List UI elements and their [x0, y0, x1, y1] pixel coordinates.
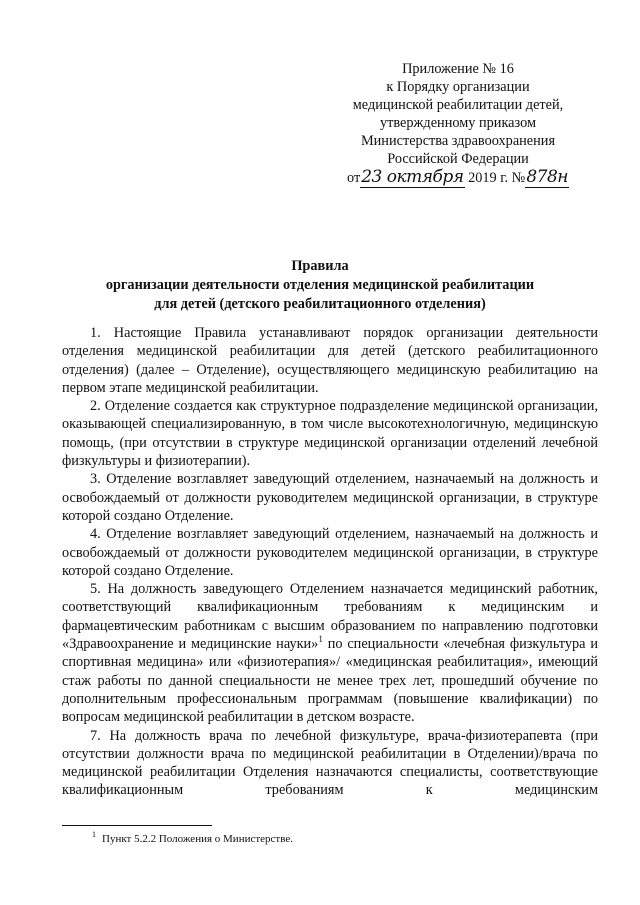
date-year: 2019 г. №	[468, 170, 526, 186]
order-date-line	[338, 168, 578, 187]
paragraph-3: 3. Отделение возглавляет заведующий отделением, назначаемый на должность и освобождаемый от должности руководителем медицинской организации, в структуре которой создано Отделение.	[62, 471, 598, 524]
paragraph-2: 2. Отделение создается как структурное подразделение медицинской организации, оказывающей специализированную, в том числе высокотехнологичную, медицинскую помощь, (при отсутствии в структуре медицинской организации отделений лечебной физкультуры и физиотерапии).	[62, 398, 598, 470]
header-line: Министерства здравоохранения	[360, 133, 556, 149]
footnote	[92, 830, 293, 845]
footnote-mark: 1	[92, 830, 96, 839]
header-line: Российской Федерации	[387, 151, 529, 167]
handwritten-order-number: 878н	[526, 167, 568, 187]
title-line-3: для детей (детского реабилитационного отделения)	[154, 296, 486, 312]
paragraph-5-text: 5. На должность заведующего Отделением назначается медицинский работник, соответствующий квалификационным требованиям к медицинским и фармацевтическим работникам с высшим образованием по направлению подготовки «Здравоохранение и медицинские науки»	[62, 581, 598, 653]
footnote-text: Пункт 5.2.2 Положения о Министерстве.	[102, 833, 293, 845]
header-line: утвержденному приказом	[379, 115, 537, 131]
header-line: к Порядку организации	[386, 79, 530, 95]
paragraph-4: 4. Отделение возглавляет заведующий отделением, назначаемый на должность и освобождаемый от должности руководителем медицинской организации, в структуре которой создано Отделение.	[62, 526, 598, 579]
date-prefix: от	[347, 170, 361, 186]
document-title	[0, 257, 640, 314]
document-body	[62, 324, 598, 800]
paragraph-1: 1. Настоящие Правила устанавливают порядок организации деятельности отделения медицинской реабилитации для детей (детского реабилитационного отделения) (далее – Отделение), осуществляющего медицинскую реабилитацию на первом этапе медицинской реабилитации.	[62, 325, 598, 396]
paragraph-5	[62, 580, 598, 726]
footnote-divider	[62, 825, 212, 826]
paragraph-5-text-cont: по специальности «лечебная физкультура и спортивная медицина» или «физиотерапия»/ «медицинская реабилитация», имеющий стаж работы по данной специальности не менее трех лет, прошедший обучение по дополнительным профессиональным программам (повышение квалификации) по вопросам медицинской реабилитации в детском возрасте.	[62, 636, 598, 726]
paragraph-7: 7. На должность врача по лечебной физкультуре, врача-физиотерапевта (при отсутствии должности врача по медицинской реабилитации в Отделении)/врача по медицинской реабилитации Отделения назначаются специалисты, соответствующие квалификационным требованиям к медицинским	[62, 727, 598, 799]
appendix-header	[338, 60, 578, 187]
handwritten-date: 23 октября	[361, 167, 464, 187]
title-line-1: Правила	[291, 258, 349, 274]
title-line-2: организации деятельности отделения медицинской реабилитации	[105, 277, 535, 293]
footnote-reference: 1	[318, 634, 323, 645]
header-line: Приложение № 16	[402, 61, 514, 77]
header-line: медицинской реабилитации детей,	[352, 97, 564, 113]
